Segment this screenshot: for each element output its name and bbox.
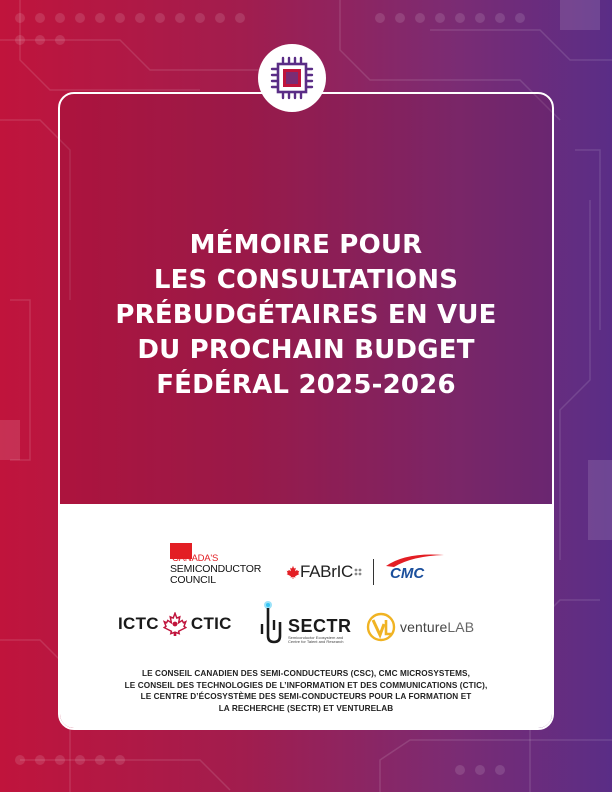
logo-divider — [373, 559, 374, 585]
cmc-wordmark: CMC — [390, 565, 425, 582]
partners-line: LE CENTRE D’ÉCOSYSTÈME DES SEMI-CONDUCTEURS POUR LA FORMATION ET — [140, 692, 472, 701]
title-line: DU PROCHAIN BUDGET — [137, 335, 475, 365]
sectr-logo — [258, 600, 354, 646]
venturelab-word-a: venture — [400, 619, 448, 635]
csc-wordmark — [170, 553, 261, 586]
csc-line-1: CANADA'S — [172, 553, 219, 564]
ictc-right-text: CTIC — [190, 614, 232, 633]
ic-pin-icon — [258, 600, 286, 644]
sectr-subtitle: Semiconductor Ecosystem and Centre for Talent and Research — [288, 635, 344, 644]
maple-leaf-icon — [163, 612, 187, 636]
maple-leaf-icon — [286, 565, 300, 579]
venturelab-word-b: LAB — [447, 619, 475, 635]
cmc-logo — [382, 552, 448, 586]
title-line: LES CONSULTATIONS — [153, 265, 459, 295]
partners-statement — [70, 668, 542, 714]
vl-monogram-icon — [366, 612, 396, 642]
venturelab-logo — [366, 612, 474, 642]
microchip-icon — [269, 55, 315, 101]
title-line: MÉMOIRE POUR — [189, 230, 423, 260]
ictc-left-text: ICTC — [118, 614, 159, 633]
partners-line: LE CONSEIL DES TECHNOLOGIES DE L’INFORMATION ET DES COMMUNICATIONS (CTIC), — [124, 680, 488, 690]
sectr-wordmark: SECTR — [288, 616, 352, 636]
title-line: FÉDÉRAL 2025-2026 — [156, 370, 456, 400]
fabric-logo — [286, 562, 363, 582]
fabric-wordmark: FABrIC — [300, 562, 353, 581]
fabric-dots-icon — [353, 567, 363, 577]
title-line: PRÉBUDGÉTAIRES EN VUE — [115, 300, 497, 330]
document-title — [70, 228, 542, 403]
partners-line: LA RECHERCHE (SECTR) ET VENTURELAB — [218, 703, 394, 713]
venturelab-wordmark — [400, 619, 474, 635]
csc-line-2: SEMICONDUCTOR — [170, 563, 262, 575]
csc-logo — [168, 541, 280, 589]
chip-badge — [258, 44, 326, 112]
partners-line: LE CONSEIL CANADIEN DES SEMI-CONDUCTEURS (CSC), CMC MICROSYSTEMS, — [142, 669, 470, 678]
csc-line-3: COUNCIL — [170, 574, 216, 586]
ictc-logo — [118, 612, 232, 636]
